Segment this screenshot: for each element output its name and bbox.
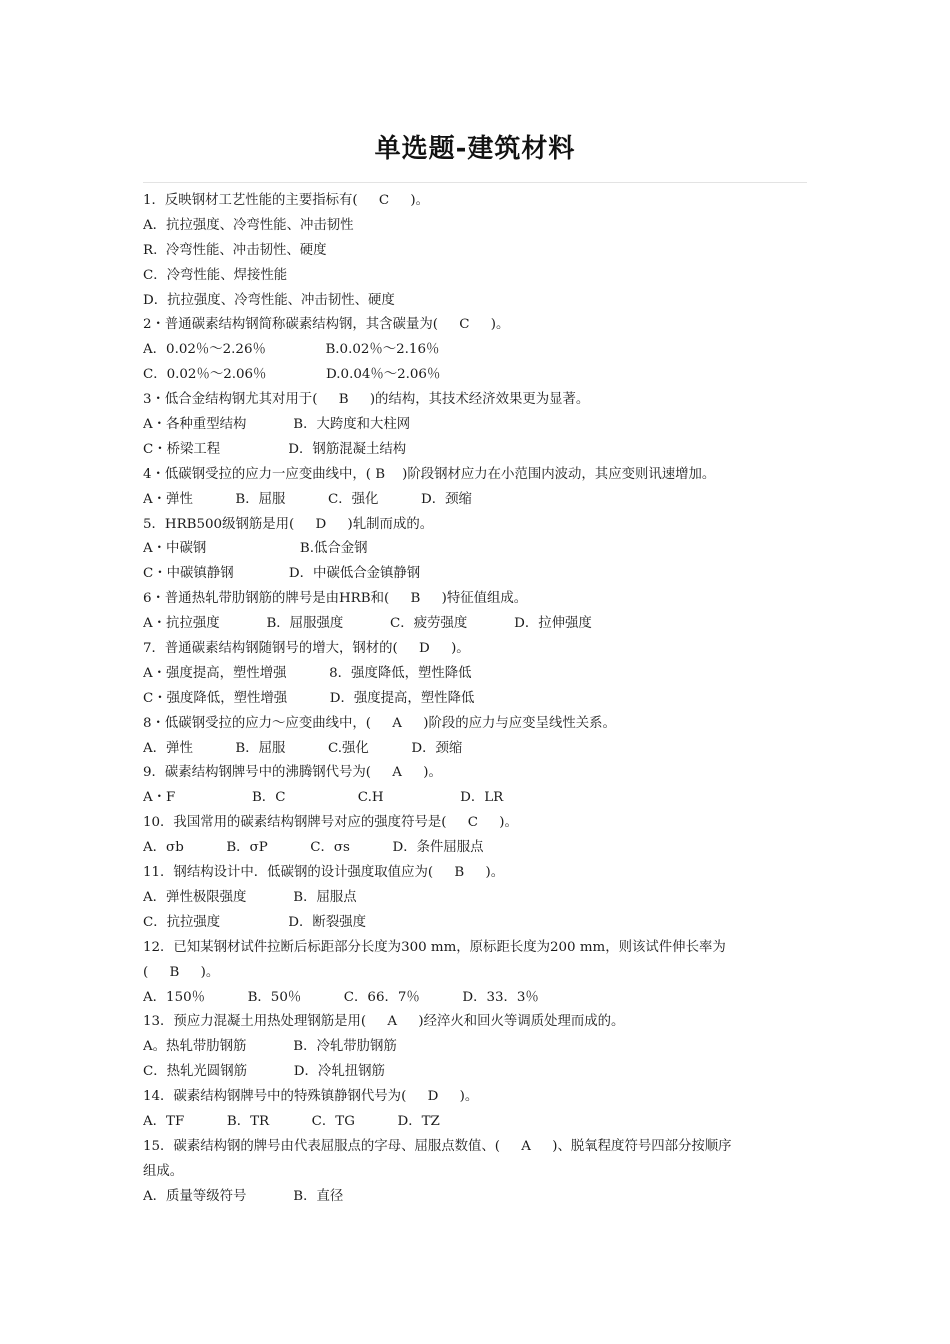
option-line: A．质量等级符号 B．直径 <box>143 1188 344 1204</box>
question-line: 3・低合金结构钢尤其对用于( B )的结构，其技术经济效果更为显著。 <box>143 392 590 408</box>
question-line: 11．钢结构设计中．低碳钢的设计强度取值应为( B )。 <box>143 865 505 881</box>
option-line: R. 冷弯性能、冲击韧性、硬度 <box>143 242 327 258</box>
option-line: C．热轧光圆钢筋 D．冷轧扭钢筋 <box>143 1064 385 1080</box>
title-divider <box>143 182 807 183</box>
option-line: A。热轧带肋钢筋 B．冷轧带肋钢筋 <box>143 1039 397 1055</box>
option-line: C・强度降低，塑性增强 D．强度提高，塑性降低 <box>143 690 475 706</box>
option-line: A．150％ B．50％ C．66．7％ D．33．3％ <box>143 989 539 1005</box>
question-list <box>143 189 811 1210</box>
question-line: 9．碳素结构钢牌号中的沸腾钢代号为( A )。 <box>143 765 442 781</box>
option-line: C・中碳镇静钢 D．中碳低合金镇静钢 <box>143 566 421 582</box>
option-line: A．弹性极限强度 B．屈服点 <box>143 889 357 905</box>
question-line: 7．普通碳素结构钢随钢号的增大，钢材的( D )。 <box>143 641 470 657</box>
option-line: A・弹性 B．屈服 C．强化 D．颈缩 <box>143 491 472 507</box>
option-line: C．0.02％～2.06％ D.0.04％～2.06％ <box>143 367 441 383</box>
option-line: D．抗拉强度、冷弯性能、冲击韧性、硬度 <box>143 292 395 308</box>
question-line: 13．预应力混凝土用热处理钢筋是用( A )经淬火和回火等调质处理而成的。 <box>143 1014 625 1030</box>
question-line: 1．反映钢材工艺性能的主要指标有( C )。 <box>143 193 430 208</box>
option-line: A・强度提高，塑性增强 8．强度降低，塑性降低 <box>143 665 472 681</box>
question-line: 15．碳素结构钢的牌号由代表屈服点的字母、屈服点数值、( A )、脱氧程度符号四部分按顺序 <box>143 1138 732 1154</box>
question-line: 5．HRB500级钢筋是用( D )轧制而成的。 <box>143 516 434 532</box>
option-line: A・中碳钢 B.低合金钢 <box>143 541 368 557</box>
option-line: C．抗拉强度 D．断裂强度 <box>143 914 366 930</box>
question-line: 4・低碳钢受拉的应力一应变曲线中，( B )阶段钢材应力在小范围内波动，其应变则讯速增加。 <box>143 466 716 482</box>
option-line: A．弹性 B．屈服 C.强化 D．颈缩 <box>143 740 463 756</box>
question-line: 10．我国常用的碳素结构钢牌号对应的强度符号是( C )。 <box>143 815 518 831</box>
question-line: 2・普通碳素结构钢简称碳素结构钢，其含碳量为( C )。 <box>143 317 510 333</box>
option-line: A・抗拉强度 B．屈服强度 C．疲劳强度 D．拉伸强度 <box>143 616 592 632</box>
page-title: 单选题-建筑材料 <box>374 134 576 164</box>
question-line: 6・普通热轧带肋钢筋的牌号是由HRB和( B )特征值组成。 <box>143 591 528 607</box>
option-line: A・F B．C C.H D．LR <box>143 790 504 806</box>
option-line: A．TF B．TR C．TG D．TZ <box>143 1113 440 1129</box>
option-line: A．σb B．σP C．σs D．条件屈服点 <box>143 840 484 856</box>
question-line: 14．碳素结构钢牌号中的特殊镇静钢代号为( D )。 <box>143 1089 479 1105</box>
question-line-continued: 组成。 <box>143 1163 184 1179</box>
option-line: A・各种重型结构 B．大跨度和大柱网 <box>143 417 411 433</box>
option-line: C．冷弯性能、焊接性能 <box>143 267 288 283</box>
question-line: 8・低碳钢受拉的应力～应变曲线中，( A )阶段的应力与应变呈线性关系。 <box>143 715 616 731</box>
option-line: C・桥梁工程 D．钢筋混凝土结构 <box>143 441 407 457</box>
option-line: A．0.02％～2.26％ B.0.02％～2.16％ <box>143 342 440 358</box>
question-line: 12．已知某钢材试件拉断后标距部分长度为300 mm，原标距长度为200 mm，则该试件伸长率为 <box>143 939 726 955</box>
question-line-continued: ( B )。 <box>143 964 220 980</box>
option-line: A．抗拉强度、冷弯性能、冲击韧性 <box>143 217 354 233</box>
